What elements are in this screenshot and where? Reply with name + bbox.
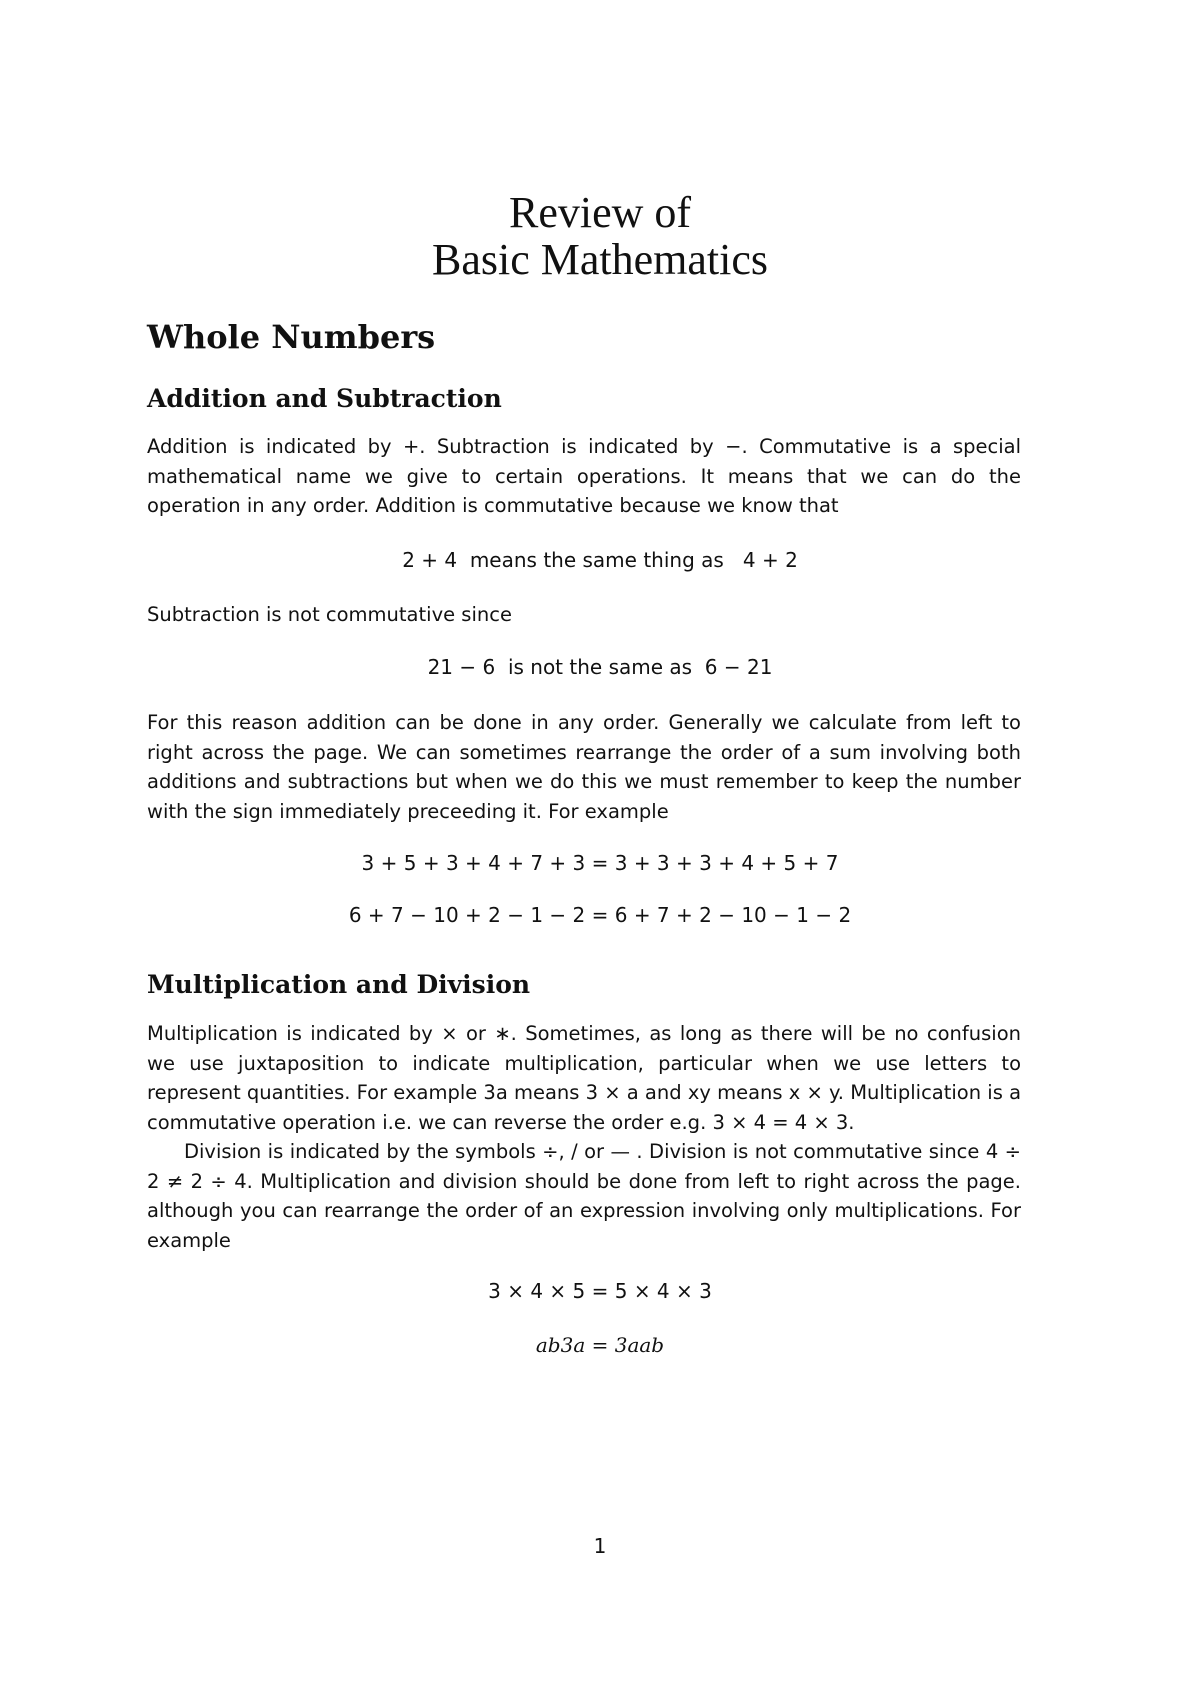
equation-addition-commutative: 2 + 4 means the same thing as 4 + 2 xyxy=(402,548,798,572)
subsection-heading-multiplication-division: Multiplication and Division xyxy=(147,970,531,999)
equation-sum-rearrange-1: 3 + 5 + 3 + 4 + 7 + 3 = 3 + 3 + 3 + 4 + 5 + 7 xyxy=(361,851,839,875)
paragraph-multiplication-intro: Multiplication is indicated by × or ∗. Sometimes, as long as there will be no confusion we use juxtaposition to indicate multiplication, particular when we use letters to represent quantities. For example 3a means 3 × a and xy means x × y. Multiplication is a commutative operation i.e. we can reverse the order e.g. 3 × 4 = 4 × 3. xyxy=(147,1022,1022,1134)
paragraph-order-of-operations: For this reason addition can be done in any order. Generally we calculate from left to right across the page. We can sometimes rearrange the order of a sum involving both additions and subtractions but when we do this we must remember to keep the number with the sign immediately preceeding it. For example xyxy=(147,711,1021,823)
equation-sum-rearrange-2: 6 + 7 − 10 + 2 − 1 − 2 = 6 + 7 + 2 − 10 − 1 − 2 xyxy=(348,903,852,927)
document-title-line-2: Basic Mathematics xyxy=(431,235,768,284)
equation-multiplication-rearrange: 3 × 4 × 5 = 5 × 4 × 3 xyxy=(488,1279,712,1303)
paragraph-division-intro: Division is indicated by the symbols ÷, / or — . Division is not commutative since 4 ÷ 2 ≠ 2 ÷ 4. Multiplication and division should be done from left to right across the page. although you can rearrange the order of an expression involving only multiplications. For example xyxy=(147,1140,1021,1252)
page-number: 1 xyxy=(593,1534,607,1558)
document-title-line-1: Review of xyxy=(508,188,692,237)
equation-letters: ab3a = 3aab xyxy=(535,1333,665,1357)
paragraph-subtraction-not-commutative: Subtraction is not commutative since xyxy=(147,603,512,626)
paragraph-addition-intro: Addition is indicated by +. Subtraction is indicated by −. Commutative is a special mathematical name we give to certain operations. It means that we can do the operation in any order. Addition is commutative because we know that xyxy=(147,435,1021,517)
equation-subtraction: 21 − 6 is not the same as 6 − 21 xyxy=(427,655,773,679)
section-heading-whole-numbers: Whole Numbers xyxy=(147,318,436,356)
subsection-heading-addition-subtraction: Addition and Subtraction xyxy=(147,384,502,413)
